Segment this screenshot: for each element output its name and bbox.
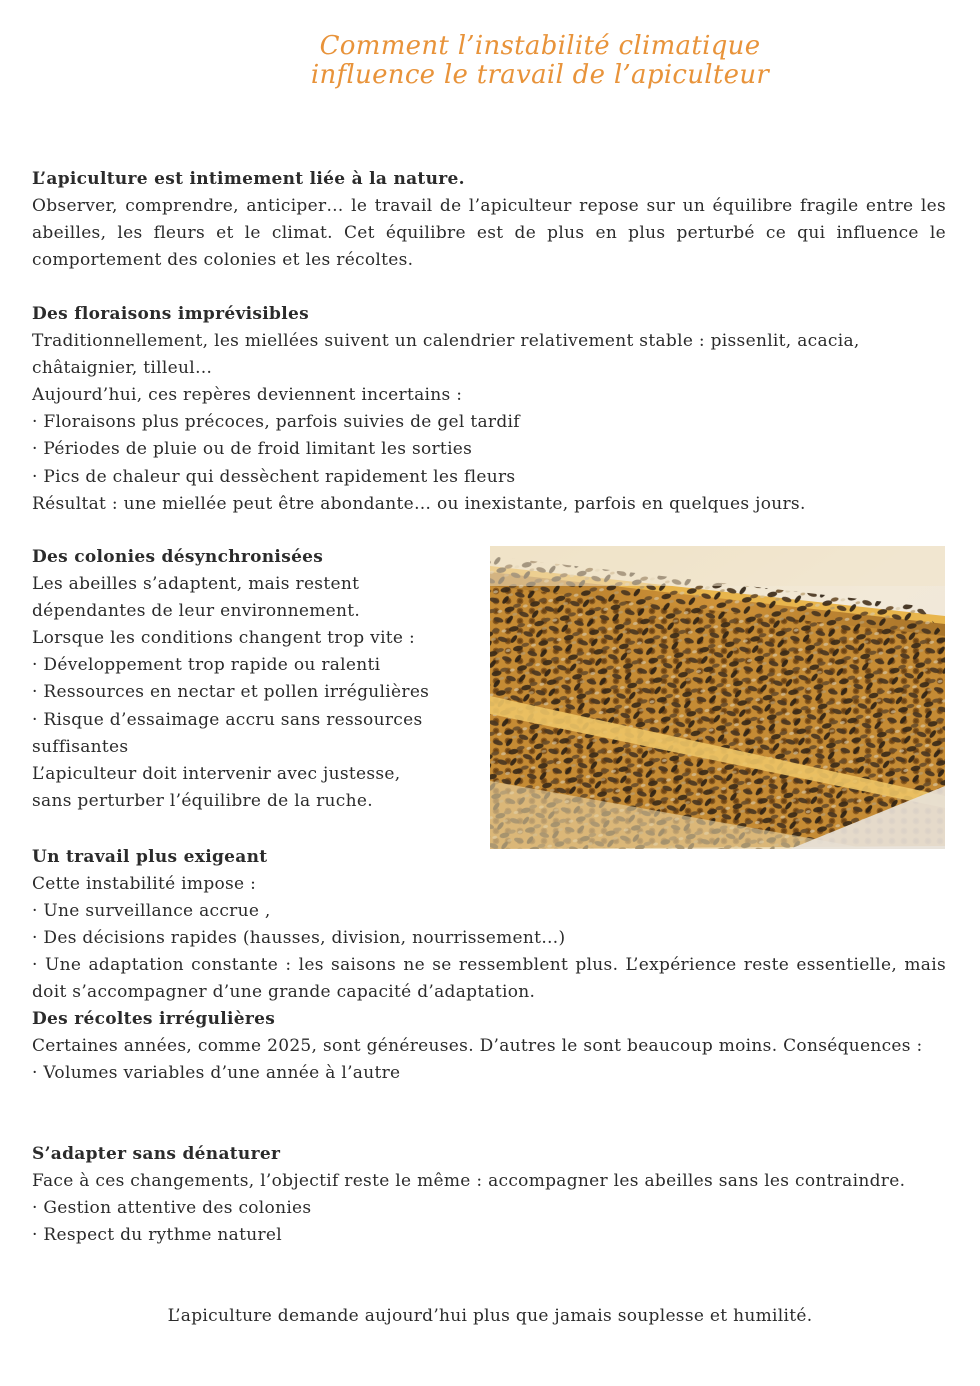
intro-section xyxy=(32,166,946,274)
closing-sentence: L’apiculture demande aujourd’hui plus que jamais souplesse et humilité. xyxy=(167,1306,813,1326)
page-title xyxy=(250,32,830,90)
list-item: · Ressources en nectar et pollen irrégulières xyxy=(32,682,430,703)
section-recoltes xyxy=(32,1006,946,1087)
text-line: sans perturber l’équilibre de la ruche. xyxy=(32,790,373,811)
section-heading: Des floraisons imprévisibles xyxy=(32,304,309,324)
section-text: Certaines années, comme 2025, sont généreuses. D’autres le sont beaucoup moins. Conséquences : xyxy=(32,1036,923,1057)
list-item: · Des décisions rapides (hausses, division, nourrissement…) xyxy=(32,928,566,949)
section-lead: Aujourd’hui, ces repères deviennent incertains : xyxy=(32,385,463,406)
text-line: L’apiculteur doit intervenir avec justesse, xyxy=(32,763,401,784)
list-item: · Une adaptation constante : les saisons ne se ressemblent plus. L’expérience reste essentielle, mais doit s’accompagner d’une grande capacité d’adaptation. xyxy=(32,955,946,1003)
list-item: · Volumes variables d’une année à l’autre xyxy=(32,1063,401,1084)
list-item: · Développement trop rapide ou ralenti xyxy=(32,655,381,676)
list-item: · Périodes de pluie ou de froid limitant les sorties xyxy=(32,439,473,460)
section-result: Résultat : une miellée peut être abondante… ou inexistante, parfois en quelques jours. xyxy=(32,493,806,514)
list-item: · Respect du rythme naturel xyxy=(32,1225,283,1246)
list-item: · Une surveillance accrue , xyxy=(32,901,271,922)
text-line: Les abeilles s’adaptent, mais restent xyxy=(32,574,360,595)
section-heading: S’adapter sans dénaturer xyxy=(32,1144,281,1164)
section-colonies xyxy=(32,544,482,815)
section-adapter xyxy=(32,1141,946,1249)
section-lead: Cette instabilité impose : xyxy=(32,874,257,895)
text-line: Lorsque les conditions changent trop vite : xyxy=(32,628,416,649)
section-floraisons xyxy=(32,301,946,518)
list-item: · Floraisons plus précoces, parfois suivies de gel tardif xyxy=(32,412,520,433)
text-line: dépendantes de leur environnement. xyxy=(32,601,361,622)
intro-text: Observer, comprendre, anticiper… le travail de l’apiculteur repose sur un équilibre fragile entre les abeilles, les fleurs et le climat. Cet équilibre est de plus en plus perturbé ce qui influence le comportement des colonies et les récoltes. xyxy=(32,196,946,271)
intro-heading: L’apiculture est intimement liée à la nature. xyxy=(32,169,465,189)
list-item: · Pics de chaleur qui dessèchent rapidement les fleurs xyxy=(32,466,516,487)
section-heading: Des colonies désynchronisées xyxy=(32,547,324,567)
bees-on-comb-image xyxy=(490,546,945,849)
section-travail xyxy=(32,844,946,1007)
section-heading: Des récoltes irrégulières xyxy=(32,1009,276,1029)
title-line-2: influence le travail de l’apiculteur xyxy=(310,60,770,90)
section-heading: Un travail plus exigeant xyxy=(32,847,268,867)
text-line: suffisantes xyxy=(32,736,129,757)
list-item: · Risque d’essaimage accru sans ressources xyxy=(32,709,423,730)
section-text: Face à ces changements, l’objectif reste le même : accompagner les abeilles sans les contraindre. xyxy=(32,1171,906,1192)
beehive-frame-photo xyxy=(490,546,945,849)
section-text: Traditionnellement, les miellées suivent un calendrier relativement stable : pissenlit, acacia, châtaignier, tilleul… xyxy=(32,331,860,379)
title-line-1: Comment l’instabilité climatique xyxy=(319,31,761,61)
list-item: · Gestion attentive des colonies xyxy=(32,1198,312,1219)
